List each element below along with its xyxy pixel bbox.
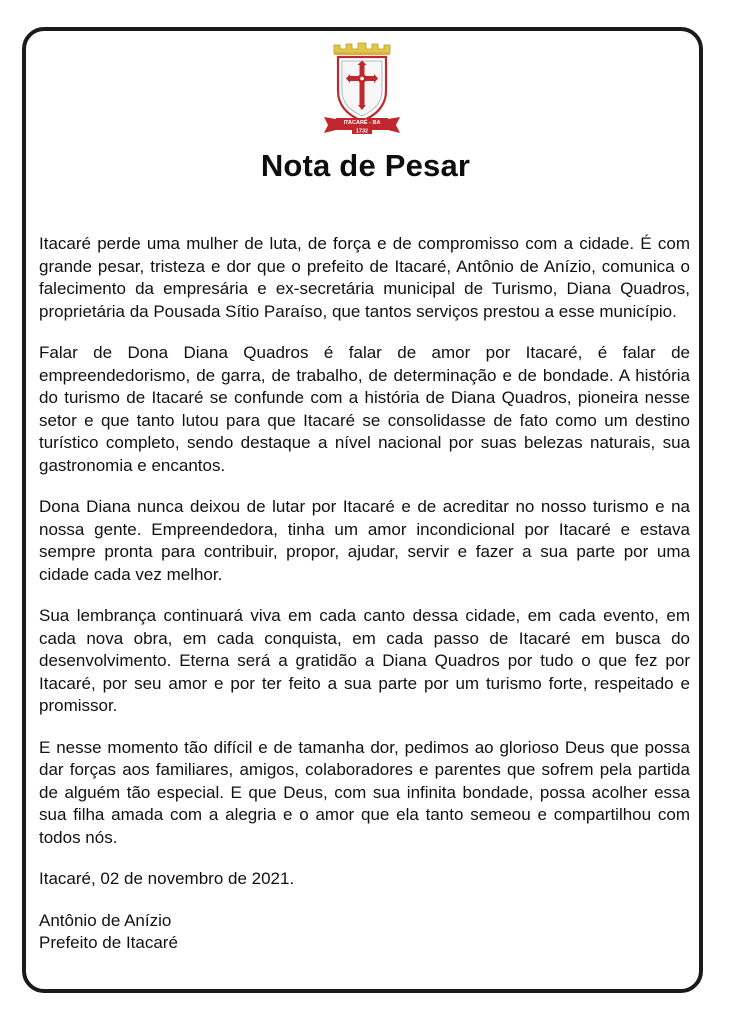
crest-banner-text: ITACARÉ - BA [343,120,381,126]
message-body [39,233,690,955]
paragraph-3: Dona Diana nunca deixou de lutar por Itacaré e de acreditar no nosso turismo e na nossa gente. Empreendedora, tinha um amor incondicional por Itacaré e estava sempre pronta para contribuir, propor, ajudar, servir e fazer a sua parte por uma cidade cada vez melhor. [39,497,690,584]
paragraph-4: Sua lembrança continuará viva em cada canto dessa cidade, em cada evento, em cada nova obra, em cada conquista, em cada passo de Itacaré em busca do desenvolvimento. Eterna será a gratidão a Diana Quadros por tudo o que fez por Itacaré, por seu amor e por ter feito a sua parte por um turismo forte, respeitado e promissor. [39,606,690,715]
paragraph-1: Itacaré perde uma mulher de luta, de força e de compromisso com a cidade. É com grande pesar, tristeza e dor que o prefeito de Itacaré, Antônio de Anízio, comunica o falecimento da empresária e ex-secretária municipal de Turismo, Diana Quadros, proprietária da Pousada Sítio Paraíso, que tantos serviços prestou a esse município. [39,234,690,321]
signature-name: Antônio de Anízio [39,910,172,930]
municipal-crest-logo [322,41,402,137]
page-title: Nota de Pesar [260,148,471,183]
signature-role: Prefeito de Itacaré [39,933,178,952]
crest-banner-year: 1732 [355,128,369,135]
date-line: Itacaré, 02 de novembro de 2021. [39,869,295,888]
paragraph-5: E nesse momento tão difícil e de tamanha dor, pedimos ao glorioso Deus que possa dar forças aos familiares, amigos, colaboradores e parentes que sofrem pela partida de alguém tão especial. E que Deus, com sua infinita bondade, possa acolher essa sua filha amada com a alegria e o amor que ela tanto semeou e compartilhou com todos nós. [39,737,690,847]
paragraph-2: Falar de Dona Diana Quadros é falar de amor por Itacaré, é falar de empreendedorismo, de garra, de trabalho, de determinação e de bondade. A história do turismo de Itacaré se confunde com a história de Diana Quadros, pioneira nesse setor e que tanto lutou para que Itacaré se consolidasse de fato como um destino turístico completo, sendo destaque a nível nacional por suas belezas naturais, sua gastronomia e encantos. [39,343,690,475]
